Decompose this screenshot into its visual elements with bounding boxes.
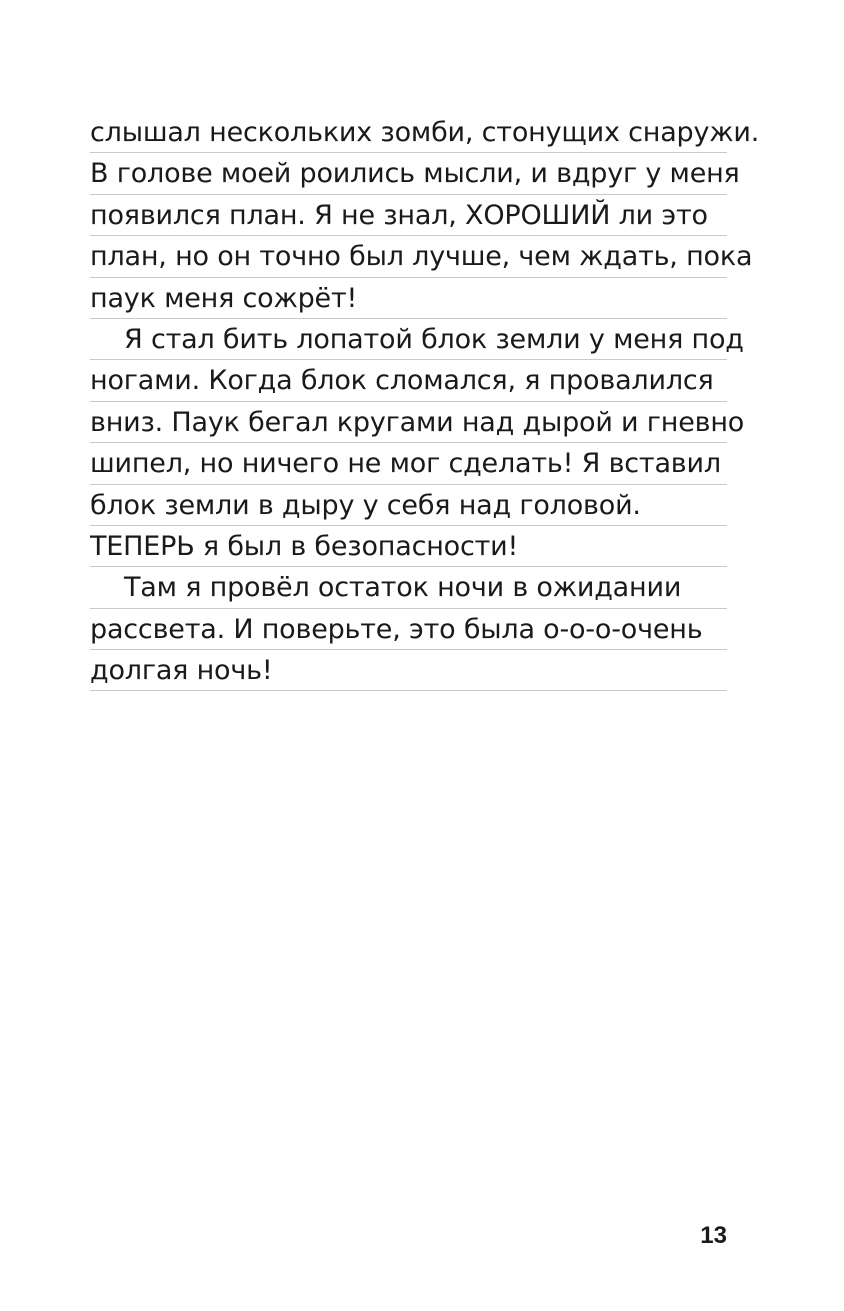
text-line: слышал нескольких зомби, стонущих снаружи. (90, 112, 727, 153)
text-line: ТЕПЕРЬ я был в безопасности! (90, 526, 727, 567)
text-line: паук меня сожрёт! (90, 278, 727, 319)
text-line: вниз. Паук бегал кругами над дырой и гневно (90, 402, 727, 443)
body-text (90, 112, 760, 691)
text-line: Там я провёл остаток ночи в ожидании (90, 567, 727, 608)
text-line: шипел, но ничего не мог сделать! Я вставил (90, 443, 727, 484)
page-number: 13 (700, 1222, 727, 1249)
text-line: ногами. Когда блок сломался, я провалился (90, 360, 727, 401)
text-line: долгая ночь! (90, 650, 727, 691)
text-line: Я стал бить лопатой блок земли у меня под (90, 319, 727, 360)
text-line: В голове моей роились мысли, и вдруг у меня (90, 153, 727, 194)
text-line: рассвета. И поверьте, это была о-о-о-очень (90, 609, 727, 650)
text-line: блок земли в дыру у себя над головой. (90, 485, 727, 526)
text-line: план, но он точно был лучше, чем ждать, пока (90, 236, 727, 277)
text-line: появился план. Я не знал, ХОРОШИЙ ли это (90, 195, 727, 236)
